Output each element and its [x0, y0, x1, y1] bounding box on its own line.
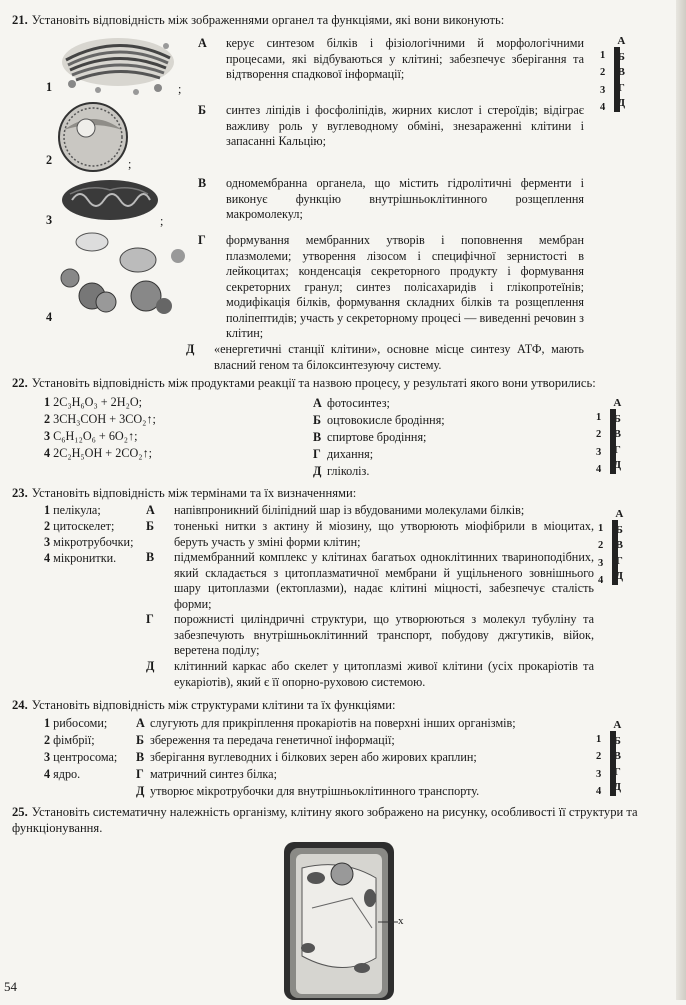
q24-number: 24. — [12, 698, 28, 712]
list-item: 4 мікронитки. — [44, 551, 117, 565]
q24-title-text: Установіть відповідність між структурами клітини та їх функціями: — [31, 698, 396, 712]
list-item: Г матричний синтез білка; — [136, 767, 277, 781]
list-item: Д гліколіз. — [313, 464, 370, 478]
mitochondrion-image — [60, 178, 160, 222]
golgi-apparatus-image — [58, 32, 176, 98]
figure-label-x: х — [398, 915, 404, 927]
list-item: 2 цитоскелет; — [44, 519, 115, 533]
q22-options — [313, 396, 445, 481]
list-item: 1 рибосоми; — [44, 716, 108, 730]
q21-option-v — [198, 176, 584, 223]
list-item: 3 мікротрубочки; — [44, 535, 134, 549]
q23-option-g: Г порожнисті циліндричні структури, що утворюються з молекул тубуліну та забезпечують внутрішньоклітинний транспорт, побудову джгутиків, війок, веретена поділу; — [146, 612, 594, 657]
grid-row-labels: 1 2 3 4 — [600, 50, 606, 113]
q21-image-4-number: 4 — [46, 310, 53, 324]
q22-title — [12, 376, 596, 392]
q21-number: 21. — [12, 13, 28, 27]
q21-option-a — [198, 36, 584, 83]
q23-option-d: Д клітинний каркас або скелет у цитоплазмі живої клітини (усіх прокаріотів та еукаріотів), який є її опорно-руховою системою. — [146, 659, 594, 689]
list-item: Б оцтовокисле бродіння; — [313, 413, 445, 427]
option-text: керує синтезом білків і фізіологічними й морфологічними процесами, які відбуваються у клітині; забезпечує зберігання та відтворення спадкової інформації; — [226, 36, 584, 81]
q23-number: 23. — [12, 486, 28, 500]
option-letter: Б — [198, 103, 207, 117]
q22-number: 22. — [12, 376, 28, 390]
lysosomes-image — [58, 226, 190, 322]
list-item: В спиртове бродіння; — [313, 430, 427, 444]
grid-cells — [610, 731, 616, 796]
q21-title-text: Установіть відповідність між зображеннями органел та функціями, які вони виконують: — [31, 13, 505, 27]
grid-header: АБВГД — [617, 35, 626, 109]
option-letter: В — [198, 176, 207, 190]
q21-image-3-suffix: ; — [160, 214, 164, 228]
list-item: А фотосинтез; — [313, 396, 390, 410]
grid-row-labels: 1 2 3 4 — [596, 412, 602, 475]
grid-cells — [612, 520, 618, 585]
q23-option-b: Б тоненькі нитки з актину й міозину, що утворюють міофібрили в міоцитах, беруть участь у зміні форми клітин; — [146, 519, 594, 549]
list-item: А слугують для прикріплення прокаріотів на поверхні інших організмів; — [136, 716, 516, 730]
grid-row-labels: 1 2 3 4 — [596, 734, 602, 797]
q21-option-b — [198, 103, 584, 150]
q21-title — [12, 13, 504, 29]
q23-items — [44, 503, 133, 567]
option-letter: Д — [186, 342, 195, 356]
q25-title-text: Установіть систематичну належність організму, клітину якого зображено на рисунку, особливості її структури та функціонування. — [12, 805, 638, 835]
list-item: 4 2C₂H₅OH + 2CO₂↑; — [44, 446, 152, 460]
list-item: 3 C₆H₁₂O₆ + 6O₂↑; — [44, 429, 138, 443]
list-item: 1 2C₃H₆O₃ + 2H₂O; — [44, 395, 143, 409]
q21-image-2-suffix: ; — [128, 157, 132, 171]
q21-option-d — [186, 342, 584, 373]
q23-title-text: Установіть відповідність між термінами та їх визначеннями: — [31, 486, 357, 500]
q22-items — [44, 395, 156, 463]
q23-option-a: А напівпроникний біліпідний шар із вбудованими молекулами білків; — [146, 503, 525, 517]
list-item: 2 фімбрії; — [44, 733, 95, 747]
list-item: 1 пелікула; — [44, 503, 101, 517]
page-edge-shadow — [676, 0, 686, 1000]
option-letter: Г — [198, 233, 206, 247]
option-letter: А — [198, 36, 207, 50]
q21-image-3-number: 3 — [46, 213, 53, 227]
q22-title-text: Установіть відповідність між продуктами реакції та назвою процесу, у результаті якого вони утворились: — [31, 376, 596, 390]
q21-option-g — [198, 233, 584, 342]
list-item: Г дихання; — [313, 447, 374, 461]
q24-items — [44, 716, 117, 784]
grid-header: АБВГД — [613, 719, 622, 793]
q24-options — [136, 716, 586, 801]
q25-title — [12, 805, 672, 836]
option-text: одномембранна органела, що містить гідролітичні ферменти і виконує функцію внутрішньоклітинного розщеплення макромолекул; — [226, 176, 584, 221]
list-item: 3 центросома; — [44, 750, 118, 764]
list-item: В зберігання вуглеводних і білкових зерен або жирових краплин; — [136, 750, 477, 764]
nucleus-image — [56, 100, 130, 174]
option-text: синтез ліпідів і фосфоліпідів, жирних кислот і стероїдів; відіграє важливу роль у вуглеводному обміні, знезараженні клітини і запасанні Кальцію; — [226, 103, 584, 148]
option-text: формування мембранних утворів і поповнення мембран плазмолеми; утворення лізосом і специфічної зернистості в лейкоцитах; конденсація секреторного продукту і формування секреторних гранул; синтез полісахаридів і глікопротеїнів; модифікація білків, формування складних білків та розщеплення поліпептидів; участь у секреторному процесі — виведенні речовин з клітин; — [226, 233, 584, 340]
list-item: 4 ядро. — [44, 767, 81, 781]
option-text: «енергетичні станції клітини», основне місце синтезу АТФ, мають власний геном та білоксинтезуючу систему. — [214, 342, 584, 372]
q21-image-2-number: 2 — [46, 153, 53, 167]
plant-cell-figure — [282, 838, 406, 1000]
q23-option-v: В підмембранний комплекс у клітинах багатьох одноклітинних твариноподібних, який складається з цитоплазматичної мембрани й ущільненого зовнішнього шару цитоплазми (ектоплазми), надає клітині міцності, забезпечує сталість форми; — [146, 550, 594, 611]
q23-title — [12, 486, 356, 502]
list-item: 2 3CH₃COH + 3CO₂↑; — [44, 412, 156, 426]
grid-cells — [614, 47, 620, 112]
q21-image-1-suffix: ; — [178, 82, 182, 96]
grid-cells — [610, 409, 616, 474]
grid-row-labels: 1 2 3 4 — [598, 523, 604, 586]
list-item: Б збереження та передача генетичної інформації; — [136, 733, 395, 747]
q21-image-1-number: 1 — [46, 80, 53, 94]
q24-title — [12, 698, 396, 714]
page-number: 54 — [4, 979, 17, 994]
grid-header: АБВГД — [615, 508, 624, 582]
list-item: Д утворює мікротрубочки для внутрішньоклітинного транспорту. — [136, 784, 480, 798]
q25-number: 25. — [12, 805, 28, 819]
grid-header: АБВГД — [613, 397, 622, 471]
